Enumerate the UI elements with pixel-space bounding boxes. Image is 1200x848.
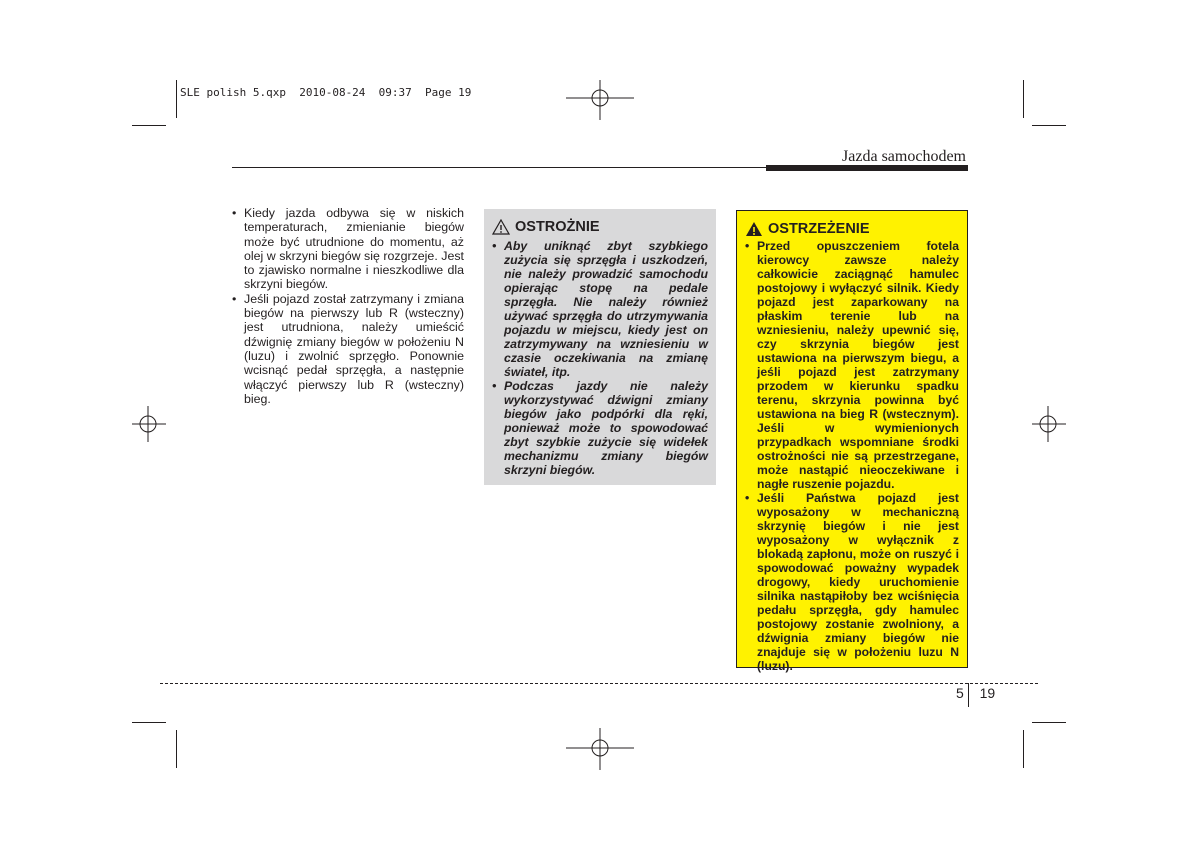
list-item: • Aby uniknąć zbyt szybkiego zużycia się sprzęgła i uszkodzeń, nie należy prowadzić samochodu opierając stopę na pedale sprzęgła. Nie należy również używać sprzęgła do utrzymywania pojazdu w miejscu, kiedy jest on zatrzymywany na wzniesieniu w czasie oczekiwania na zmianę świateł, itp. [492,239,708,379]
page-number-value: 19 [979,685,996,701]
caution-box [484,209,716,485]
list-item: • Jeśli Państwa pojazd jest wyposażony w mechaniczną skrzynię biegów i nie jest wyposażony w wyłącznik z blokadą zapłonu, może on ruszyć i spowodować poważny wypadek drogowy, kiedy uruchomienie silnika nastąpiłoby bez wciśnięcia pedału sprzęgła, gdy hamulec postojowy zostanie zwolniony, a dźwignia zmiany biegów nie znajduje się w położeniu luzu N (luzu). [745,491,959,673]
crop-mark [176,80,177,118]
warning-triangle-icon [745,221,763,237]
crop-mark [132,125,166,126]
left-column [232,206,464,406]
list-item: • Kiedy jazda odbywa się w niskich temperaturach, zmienianie biegów może być utrudnione do momentu, aż olej w skrzyni biegów się rozgrzeje. Jest to zjawisko normalne i nieszkodliwe dla skrzyni biegów. [232,206,464,292]
list-item: • Podczas jazdy nie należy wykorzystywać dźwigni zmiany biegów jako podpórki dla ręki, ponieważ może to spowodować zbyt szybkie zużycie się widełek mechanizmu zmiany biegów skrzyni biegów. [492,379,708,477]
warning-heading [745,221,959,237]
header-rule [232,167,766,168]
chapter-number: 5 [956,685,964,701]
caution-body [492,239,708,477]
crop-mark [1023,730,1024,768]
print-slug: SLE polish 5.qxp 2010-08-24 09:37 Page 19 [180,86,472,99]
caution-triangle-icon [492,219,510,235]
caution-heading [492,219,708,235]
crop-mark [1032,125,1066,126]
caution-title: OSTROŻNIE [515,219,600,235]
warning-body [745,239,959,673]
page-number-separator [968,683,969,707]
registration-mark [566,728,634,770]
registration-mark [1032,404,1066,444]
list-item: • Jeśli pojazd został zatrzymany i zmiana biegów na pierwszy lub R (wsteczny) jest utrudniona, należy umieścić dźwignię zmiany biegów w położeniu N (luzu) i zwolnić sprzęgło. Ponownie wcisnąć pedał sprzęgła, a następnie włączyć pierwszy lub R (wsteczny) bieg. [232,292,464,406]
crop-mark [1023,80,1024,118]
registration-mark [566,80,634,120]
crop-mark [176,730,177,768]
running-head: Jazda samochodem [842,148,966,165]
footer-dotted-rule [160,683,1038,684]
warning-title: OSTRZEŻENIE [768,221,870,237]
warning-box [736,210,968,673]
crop-mark [1032,722,1066,723]
page-number [956,685,995,701]
header-rule-thick [766,165,968,171]
crop-mark [132,722,166,723]
registration-mark [132,404,166,444]
list-item: • Przed opuszczeniem fotela kierowcy zawsze należy całkowicie zaciągnąć hamulec postojowy i wyłączyć silnik. Kiedy pojazd jest zaparkowany na płaskim terenie lub na wzniesieniu, należy upewnić się, czy skrzynia biegów jest ustawiona na pierwszym biegu, a jeśli pojazd jest zatrzymany przodem w kierunku spadku terenu, skrzynia powinna być ustawiona na bieg R (wstecznym). Jeśli w wymienionych przypadkach wspomniane środki ostrożności nie są przestrzegane, może nastąpić nieoczekiwane i nagłe ruszenie pojazdu. [745,239,959,491]
